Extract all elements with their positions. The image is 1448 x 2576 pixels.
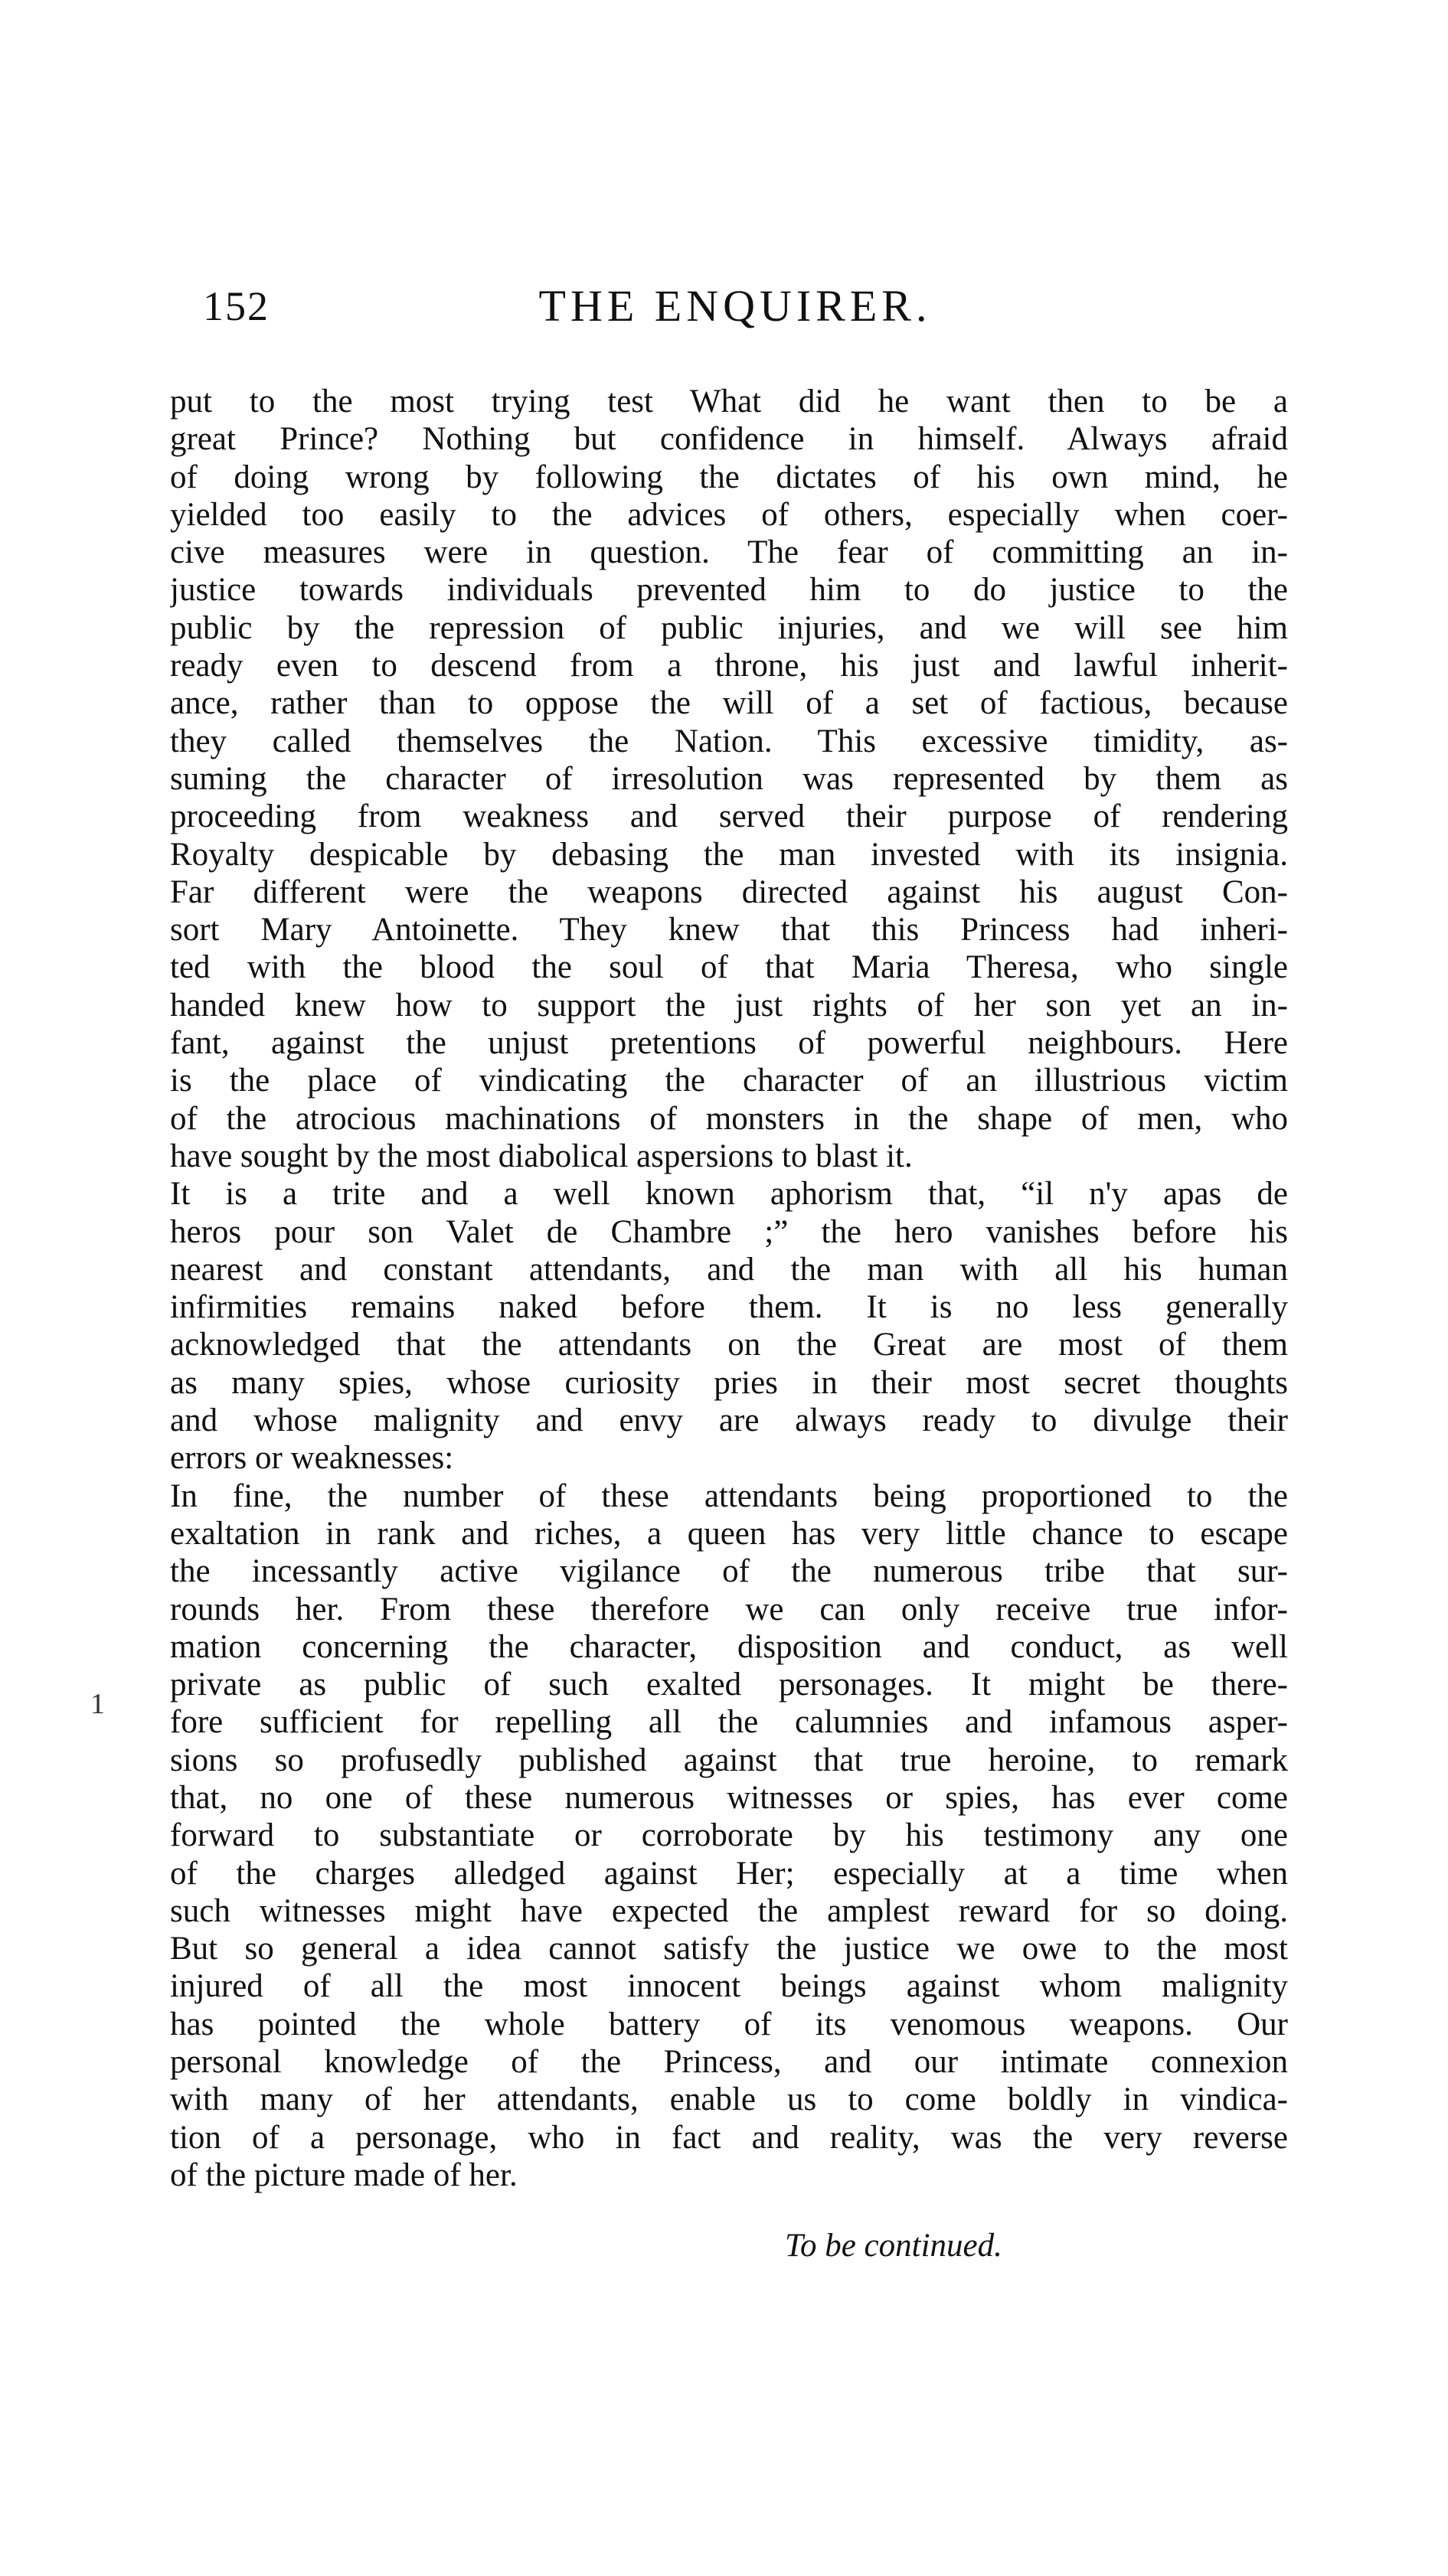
text-line: have sought by the most diabolical aspersions to blast it. (170, 1138, 913, 1174)
text-line: of the charges alledged against Her; especially at a time when (170, 1855, 1288, 1892)
text-line: ance, rather than to oppose the will of a set of factious, because (170, 685, 1288, 722)
text-line: of the atrocious machinations of monsters in the shape of men, who (170, 1100, 1288, 1137)
text-line: heros pour son Valet de Chambre ;” the hero vanishes before his (170, 1213, 1288, 1250)
text-line: public by the repression of public injuries, and we will see him (170, 609, 1288, 646)
to-be-continued-note: To be continued. (785, 2228, 1002, 2264)
text-line: infirmities remains naked before them. It is no less generally (170, 1289, 1288, 1326)
text-line: tion of a personage, who in fact and reality, was the very reverse (170, 2119, 1288, 2156)
text-line: rounds her. From these therefore we can only receive true infor- (170, 1591, 1288, 1628)
text-line: Royalty despicable by debasing the man invested with its insignia. (170, 836, 1288, 873)
running-head (203, 276, 1267, 337)
body-text (170, 383, 1288, 2194)
text-line: the incessantly active vigilance of the numerous tribe that sur- (170, 1553, 1288, 1590)
text-line: nearest and constant attendants, and the man with all his human (170, 1251, 1288, 1288)
text-line: private as public of such exalted personages. It might be there- (170, 1667, 1288, 1703)
text-line: But so general a idea cannot satisfy the justice we owe to the most (170, 1931, 1288, 1967)
text-line: with many of her attendants, enable us to come boldly in vindica- (170, 2081, 1288, 2118)
text-line: and whose malignity and envy are always ready to divulge their (170, 1402, 1288, 1439)
text-line: is the place of vindicating the character of an illustrious victim (170, 1063, 1288, 1099)
text-line: mation concerning the character, disposition and conduct, as well (170, 1628, 1288, 1665)
text-line: sort Mary Antoinette. They knew that this Princess had inheri- (170, 912, 1288, 948)
text-line: exaltation in rank and riches, a queen has very little chance to escape (170, 1515, 1288, 1552)
journal-title: THE ENQUIRER. (538, 281, 932, 331)
text-line: acknowledged that the attendants on the Great are most of them (170, 1327, 1288, 1363)
text-line: sions so profusedly published against that true heroine, to remark (170, 1742, 1288, 1778)
text-line: justice towards individuals prevented him to do justice to the (170, 572, 1288, 609)
text-line: forward to substantiate or corroborate by his testimony any one (170, 1817, 1288, 1854)
text-line: great Prince? Nothing but confidence in himself. Always afraid (170, 421, 1288, 458)
text-line: personal knowledge of the Princess, and our intimate connexion (170, 2044, 1288, 2081)
margin-mark: 1 (90, 1688, 105, 1720)
text-line: injured of all the most innocent beings against whom malignity (170, 1968, 1288, 2005)
text-line: Far different were the weapons directed against his august Con- (170, 873, 1288, 910)
text-line: suming the character of irresolution was represented by them as (170, 760, 1288, 797)
text-line: proceeding from weakness and served their purpose of rendering (170, 798, 1288, 835)
text-line: as many spies, whose curiosity pries in their most secret thoughts (170, 1364, 1288, 1401)
page-number: 152 (203, 283, 270, 329)
text-line: handed knew how to support the just rights of her son yet an in- (170, 987, 1288, 1024)
text-line: such witnesses might have expected the amplest reward for so doing. (170, 1892, 1288, 1929)
text-line: they called themselves the Nation. This excessive timidity, as- (170, 723, 1288, 759)
text-line: fant, against the unjust pretentions of powerful neighbours. Here (170, 1025, 1288, 1062)
text-line: ready even to descend from a throne, his just and lawful inherit- (170, 648, 1288, 684)
text-line: of doing wrong by following the dictates of his own mind, he (170, 459, 1288, 495)
text-line: that, no one of these numerous witnesses or spies, has ever come (170, 1779, 1288, 1816)
text-line: of the picture made of her. (170, 2156, 518, 2193)
text-line: It is a trite and a well known aphorism that, “il n'y apas de (170, 1176, 1288, 1213)
text-line: ted with the blood the soul of that Maria Theresa, who single (170, 949, 1288, 986)
text-line: yielded too easily to the advices of others, especially when coer- (170, 496, 1288, 533)
text-line: put to the most trying test What did he want then to be a (170, 384, 1288, 420)
text-line: fore sufficient for repelling all the calumnies and infamous asper- (170, 1704, 1288, 1741)
text-line: errors or weaknesses: (170, 1440, 454, 1477)
text-line: has pointed the whole battery of its venomous weapons. Our (170, 2006, 1288, 2042)
text-line: In fine, the number of these attendants being proportioned to the (170, 1477, 1288, 1514)
text-line: cive measures were in question. The fear of committing an in- (170, 534, 1288, 571)
